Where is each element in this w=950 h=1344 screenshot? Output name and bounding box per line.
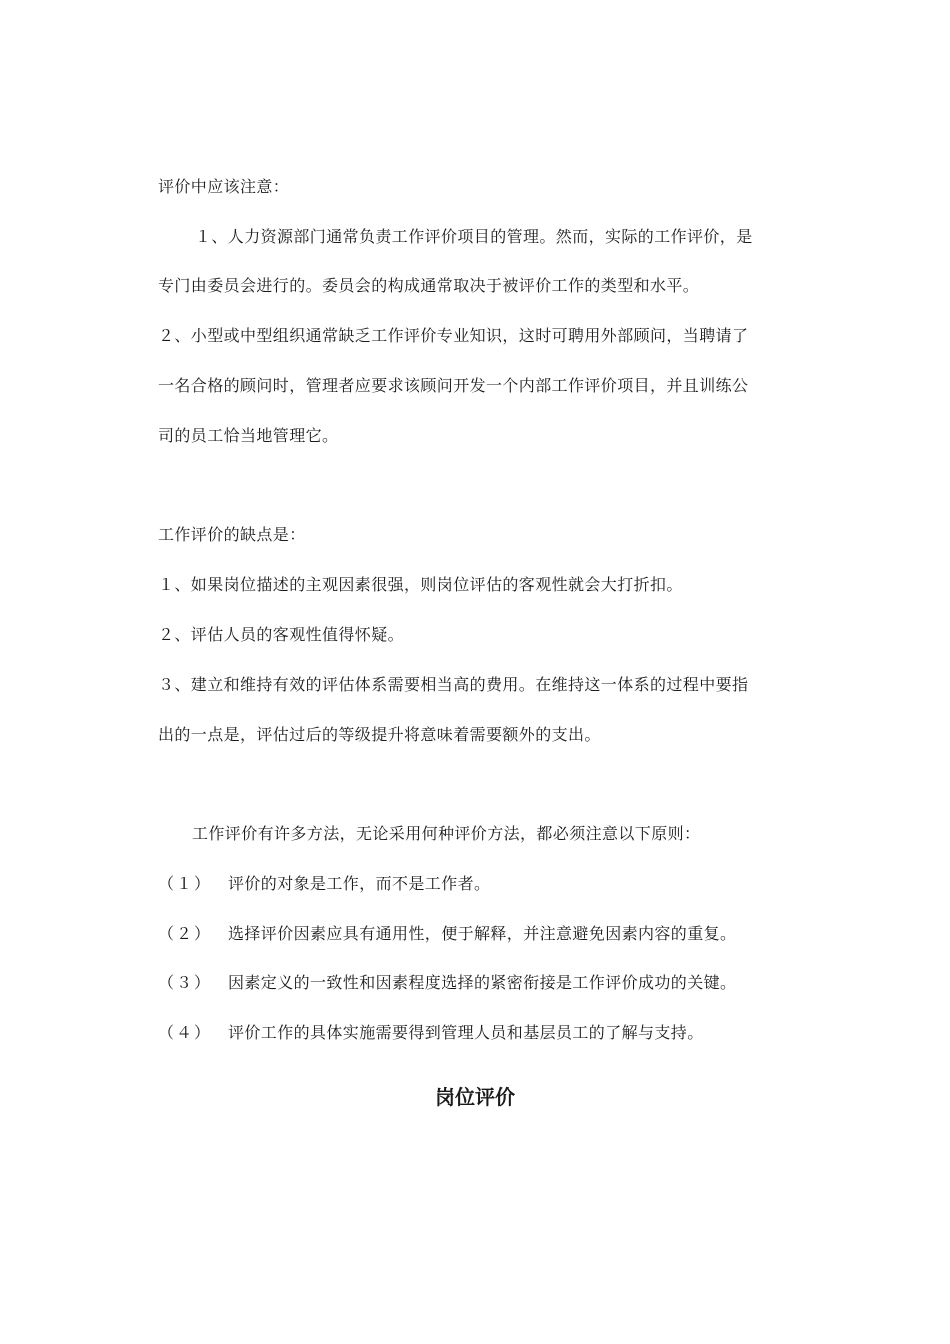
principle-3-number: （３） [158,973,213,992]
principle-4-text: 评价工作的具体实施需要得到管理人员和基层员工的了解与支持。 [228,1023,704,1042]
principle-4-number: （４） [158,1023,213,1042]
section1-item1-line2: 专门由委员会进行的。委员会的构成通常取决于被评价工作的类型和水平。 [158,276,700,295]
section3-intro: 工作评价有许多方法，无论采用何种评价方法，都必须注意以下原则： [192,824,701,843]
principle-1-text: 评价的对象是工作，而不是工作者。 [228,874,491,893]
principle-2-number: （２） [158,924,213,943]
principle-3-text: 因素定义的一致性和因素程度选择的紧密衔接是工作评价成功的关键。 [228,973,737,992]
section1-item2-line3: 司的员工恰当地管理它。 [158,426,339,445]
section1-item2-line1: ２、小型或中型组织通常缺乏工作评价专业知识，这时可聘用外部顾问，当聘请了 [158,326,749,345]
section1-heading: 评价中应该注意： [158,177,290,196]
section2-item1: １、如果岗位描述的主观因素很强，则岗位评估的客观性就会大打折扣。 [158,575,683,594]
section2-item2: ２、评估人员的客观性值得怀疑。 [158,625,405,644]
section1-item2-line2: 一名合格的顾问时，管理者应要求该顾问开发一个内部工作评价项目，并且训练公 [158,376,749,395]
section2-heading: 工作评价的缺点是： [158,525,306,544]
principle-2-text: 选择评价因素应具有通用性，便于解释，并注意避免因素内容的重复。 [228,924,737,943]
principle-1-number: （１） [158,874,213,893]
section2-item3-line2: 出的一点是，评估过后的等级提升将意味着需要额外的支出。 [158,725,601,744]
section2-item3-line1: ３、建立和维持有效的评估体系需要相当高的费用。在维持这一体系的过程中要指 [158,675,749,694]
section1-item1-line1: １、人力资源部门通常负责工作评价项目的管理。然而，实际的工作评价，是 [195,227,753,246]
section-title: 岗位评价 [435,1085,515,1109]
